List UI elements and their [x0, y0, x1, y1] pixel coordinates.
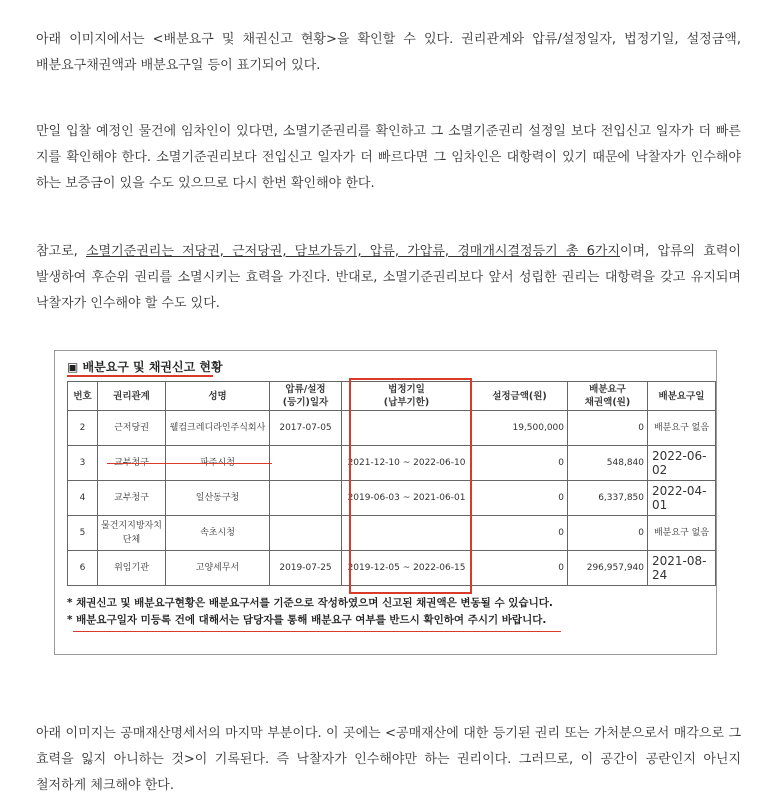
figure-notes: [67, 595, 707, 629]
table-cell: 물건지지방자치단체: [98, 516, 166, 551]
header-cell: 압류/설정 (등기)일자: [270, 382, 342, 411]
table-cell: 2019-06-03 ~ 2021-06-01: [342, 481, 472, 516]
paragraph-extinction-rights: [36, 239, 741, 317]
table-cell: 0: [472, 551, 568, 586]
table-cell: 2019-12-05 ~ 2022-06-15: [342, 551, 472, 586]
table-row: [68, 481, 716, 516]
table-cell: 2022-04-01: [648, 481, 716, 516]
mortgage-row-underline: [107, 463, 272, 464]
table-cell: [270, 481, 342, 516]
table-cell: 2021-08-24: [648, 551, 716, 586]
table-cell: 2017-07-05: [270, 411, 342, 446]
distribution-claims-figure: [54, 350, 717, 655]
table-cell: 배분요구 없음: [648, 516, 716, 551]
note-2: * 배분요구일자 미등록 건에 대해서는 담당자를 통해 배분요구 여부를 반드시 확인하여 주시기 바랍니다.: [67, 614, 547, 626]
table-cell: 6,337,850: [568, 481, 648, 516]
table-cell: 0: [472, 481, 568, 516]
header-cell: 설정금액(원): [472, 382, 568, 411]
table-cell: 파주시청: [166, 446, 270, 481]
table-cell: 고양세무서: [166, 551, 270, 586]
table-cell: 5: [68, 516, 98, 551]
table-cell: 2021-12-10 ~ 2022-06-10: [342, 446, 472, 481]
table-cell: [342, 411, 472, 446]
header-cell: 배분요구일: [648, 382, 716, 411]
table-cell: 웰컴크레디라인주식회사: [166, 411, 270, 446]
table-cell: [270, 516, 342, 551]
table-cell: 0: [472, 446, 568, 481]
figure-title: ▣ 배분요구 및 채권신고 현황: [67, 360, 223, 374]
table-cell: 2022-06-02: [648, 446, 716, 481]
table-cell: 4: [68, 481, 98, 516]
table-cell: 교부청구: [98, 481, 166, 516]
table-cell: 548,840: [568, 446, 648, 481]
paragraph-tenant: 만일 입찰 예정인 물건에 임차인이 있다면, 소멸기준권리를 확인하고 그 소멸기준권리 설정일 보다 전입신고 일자가 더 빠른 지를 확인해야 한다. 소멸기준권리보다 전입신고 일자가 더 빠르다면 그 임차인은 대항력이 있기 때문에 낙찰자가 인수해야 하는 보증금이 있을 수도 있으므로 다시 한번 확인해야 한다.: [36, 124, 741, 191]
table-cell: 배분요구 없음: [648, 411, 716, 446]
note-2-underline: [73, 631, 561, 632]
table-cell: 일산동구청: [166, 481, 270, 516]
header-cell: 법정기일 (납부기한): [342, 382, 472, 411]
table-cell: [270, 446, 342, 481]
table-cell: 속초시청: [166, 516, 270, 551]
table-cell: 3: [68, 446, 98, 481]
table-cell: 0: [472, 516, 568, 551]
paragraph-intro: 아래 이미지에서는 <배분요구 및 채권신고 현황>을 확인할 수 있다. 권리관계와 압류/설정일자, 법정기일, 설정금액, 배분요구채권액과 배분요구일 등이 표기되어 있다.: [36, 32, 741, 73]
table-row: [68, 551, 716, 586]
table-cell: 2: [68, 411, 98, 446]
table-row: [68, 516, 716, 551]
table-cell: 2019-07-25: [270, 551, 342, 586]
header-cell: 성명: [166, 382, 270, 411]
note-1: * 채권신고 및 배분요구현황은 배분요구서를 기준으로 작성하였으며 신고된 채권액은 변동될 수 있습니다.: [67, 597, 553, 609]
paragraph-statement: 아래 이미지는 공매재산명세서의 마지막 부분이다. 이 곳에는 <공매재산에 대한 등기된 권리 또는 가처분으로서 매각으로 그 효력을 잃지 아니하는 것>이 기록된다. 즉 낙찰자가 인수해야만 하는 권리이다. 그러므로, 이 공간이 공란인지 아닌지 철저하게 체크해야 한다.: [36, 726, 741, 793]
table-cell: 0: [568, 516, 648, 551]
table-cell: [342, 516, 472, 551]
claims-table: [67, 381, 716, 586]
title-underline: [67, 375, 213, 377]
p3-prefix: 참고로,: [36, 244, 86, 259]
table-cell: 296,957,940: [568, 551, 648, 586]
table-cell: 근저당권: [98, 411, 166, 446]
header-cell: 권리관계: [98, 382, 166, 411]
table-cell: 19,500,000: [472, 411, 568, 446]
table-cell: 6: [68, 551, 98, 586]
header-cell: 배분요구 채권액(원): [568, 382, 648, 411]
p3-suffix: 이며, 압류의 효력이 발생하여 후순위 권리를 소멸시키는 효력을 가진다. 반대로, 소멸기준권리보다 앞서 성립한 권리는 대항력을 갖고 유지되며 낙찰자가 인수해야 할 수도 있다.: [36, 244, 741, 311]
table-row: [68, 411, 716, 446]
table-cell: 위임기관: [98, 551, 166, 586]
table-cell: 교부청구: [98, 446, 166, 481]
table-cell: 0: [568, 411, 648, 446]
header-cell: 번호: [68, 382, 98, 411]
table-header-row: [68, 382, 716, 411]
p3-underlined: 소멸기준권리는 저당권, 근저당권, 담보가등기, 압류, 가압류, 경매개시결정등기 총 6가지: [86, 244, 620, 259]
